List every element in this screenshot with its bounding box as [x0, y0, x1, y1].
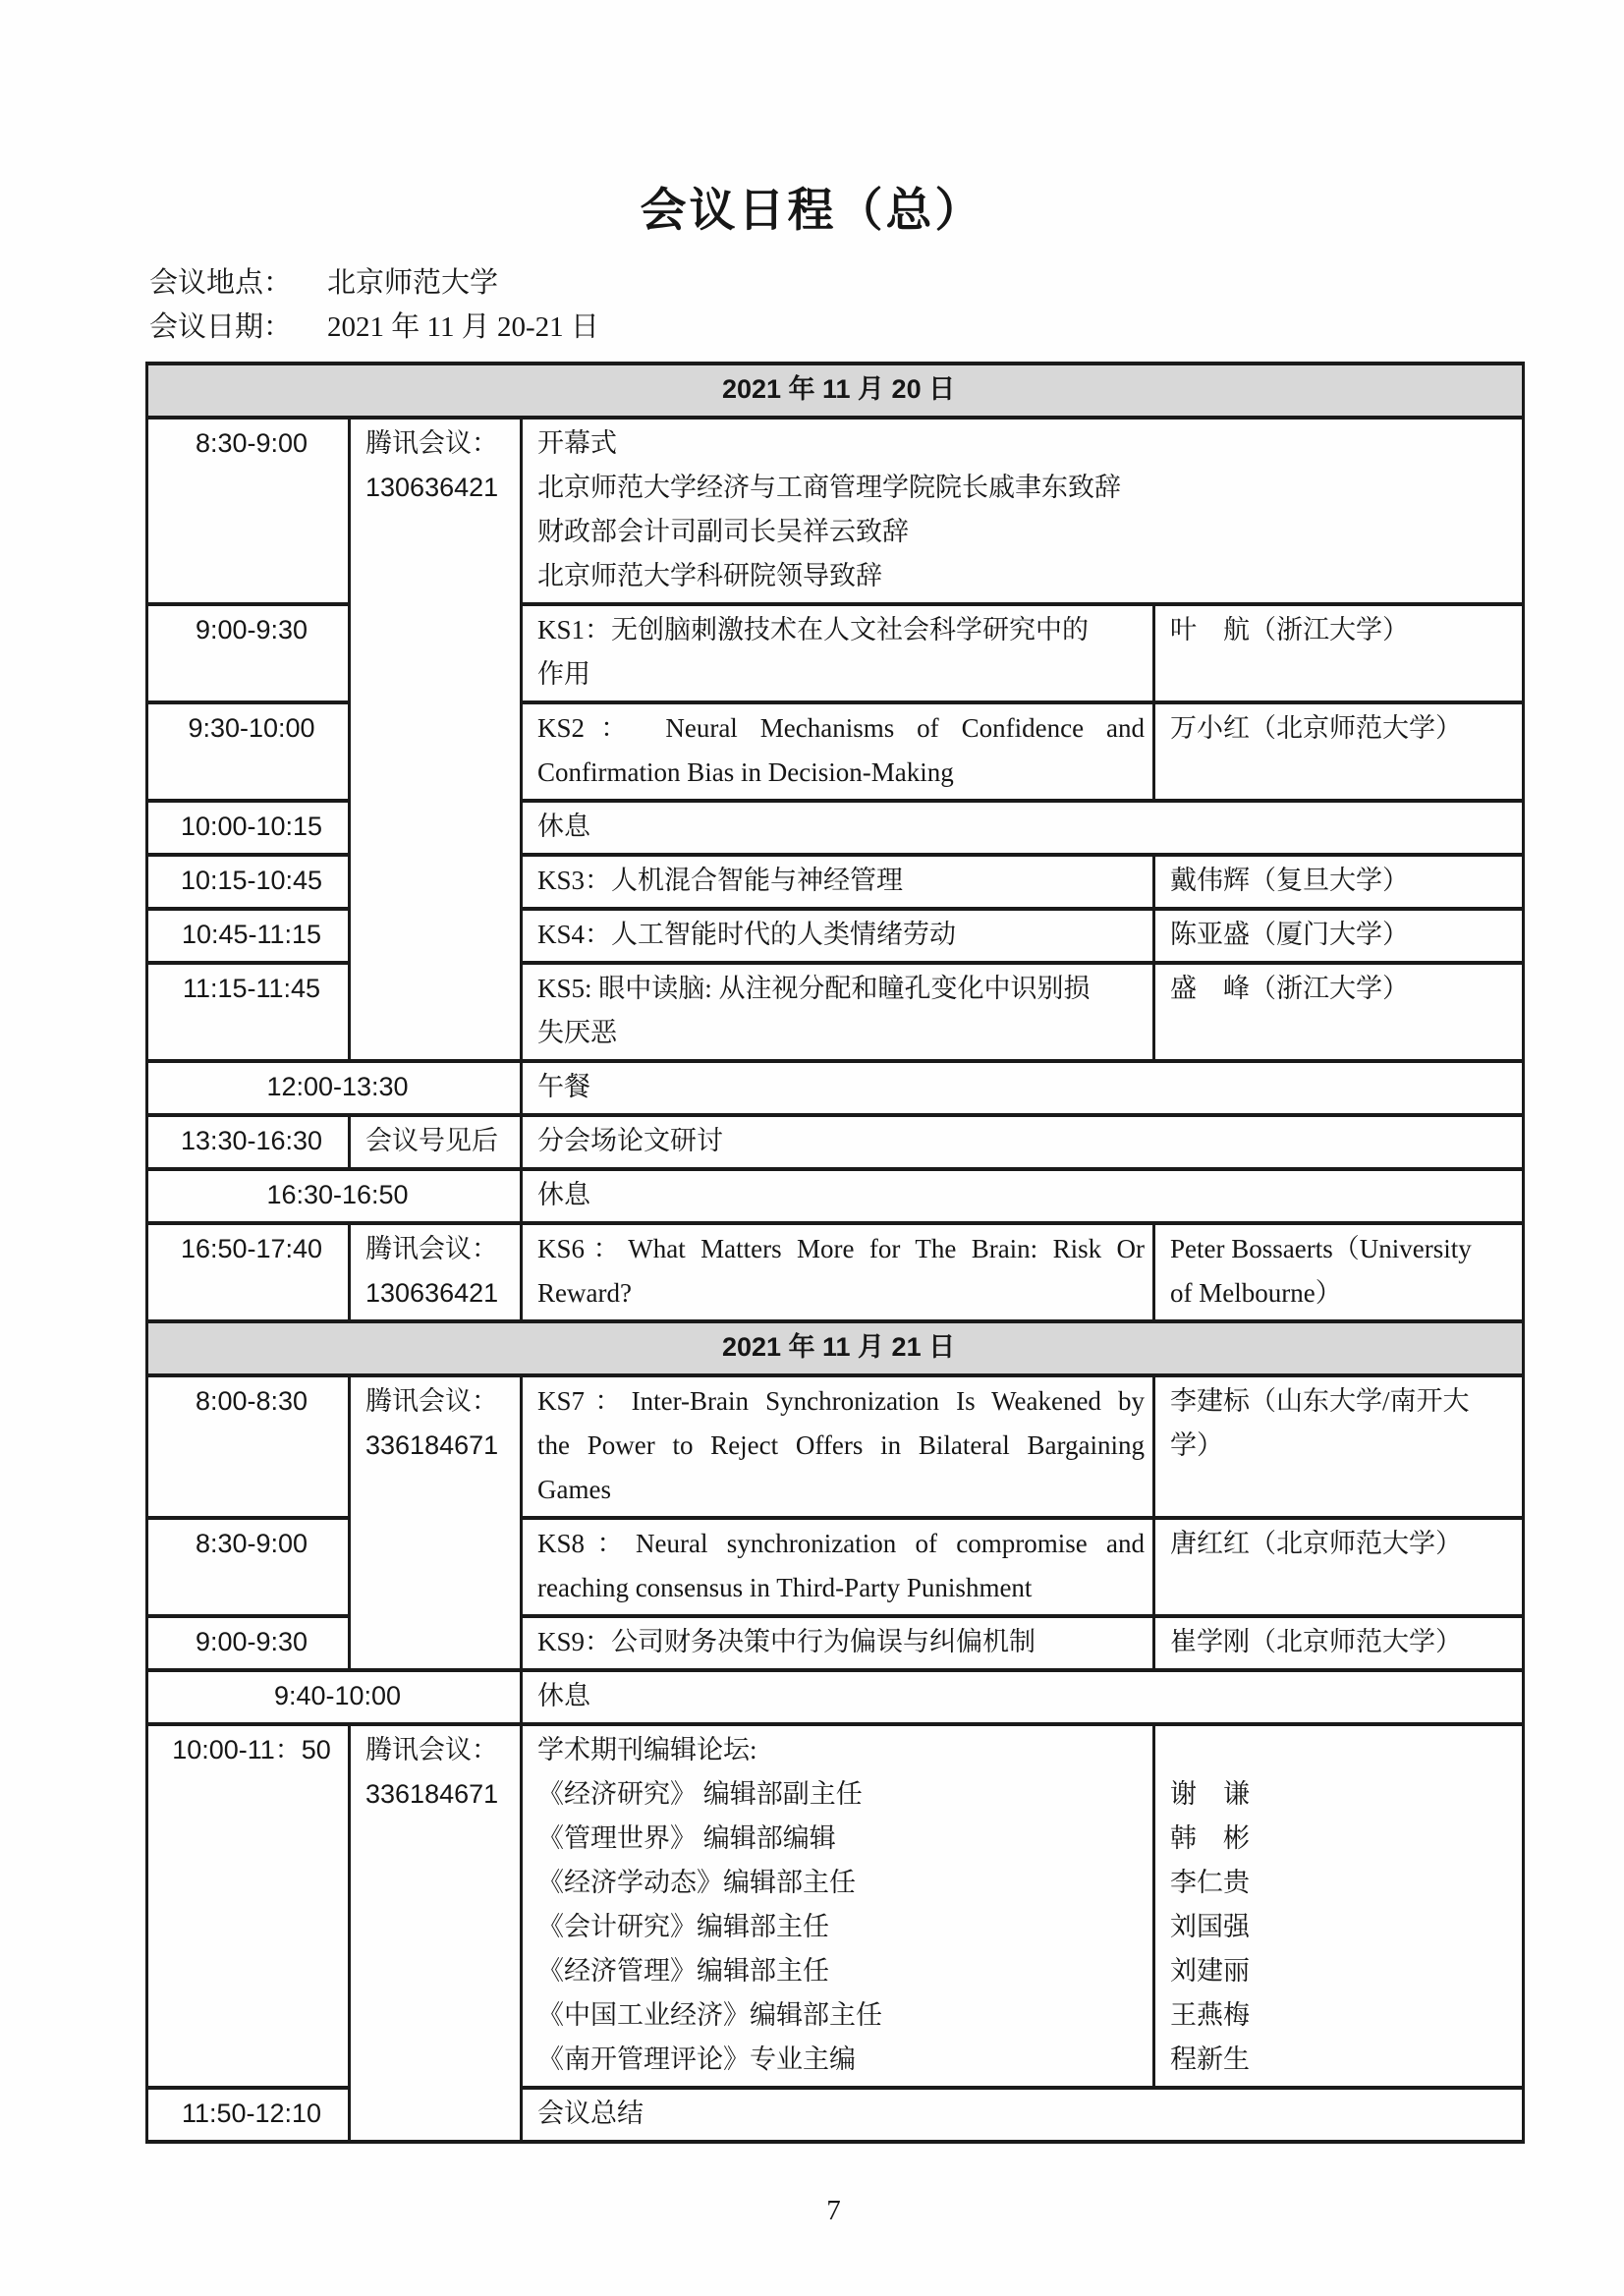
cell-line: KS2： Neural Mechanisms of Confidence and	[537, 713, 1145, 743]
time-cell: 16:50-17:40	[147, 1223, 350, 1321]
cell-line: KS8：Neural synchronization of compromise and	[537, 1529, 1145, 1558]
cell-line: 腾讯会议：	[365, 428, 498, 458]
cell-line: 开幕式	[537, 428, 617, 458]
tencent-cell	[350, 1375, 522, 1670]
meta-value: 2021 年 11 月 20-21 日	[327, 311, 599, 343]
date-header-row	[147, 1321, 1524, 1375]
cell-line: 盛 峰（浙江大学）	[1170, 974, 1409, 1003]
cell-line: 336184671	[365, 1779, 499, 1809]
table-row	[147, 1169, 1524, 1223]
cell-line: reaching consensus in Third-Party Punishment	[537, 1573, 1033, 1602]
table-row	[147, 1115, 1524, 1169]
date-header-row	[147, 364, 1524, 418]
table-row	[147, 1375, 1524, 1518]
cell-line: 谢 谦	[1170, 1779, 1250, 1809]
page-number: 7	[826, 2195, 841, 2226]
content-cell	[522, 1169, 1524, 1223]
time-cell: 10:00-11：50	[147, 1724, 350, 2088]
meta-line-date	[149, 306, 1624, 350]
meta-block	[149, 261, 1624, 350]
content-cell	[522, 1616, 1154, 1670]
cell-line: 午餐	[537, 1072, 590, 1101]
time-cell: 9:00-9:30	[147, 1616, 350, 1670]
cell-line: 王燕梅	[1170, 2000, 1250, 2030]
speaker-cell	[1154, 1223, 1524, 1321]
cell-line: 学）	[1170, 1430, 1223, 1460]
speaker-cell	[1154, 909, 1524, 963]
page-title: 会议日程（总）	[640, 186, 984, 237]
time-cell: 12:00-13:30	[147, 1061, 522, 1115]
cell-line: 130636421	[365, 1278, 499, 1308]
time-cell: 9:30-10:00	[147, 702, 350, 801]
cell-line: KS3：人机混合智能与神经管理	[537, 866, 904, 895]
cell-line: 戴伟辉（复旦大学）	[1170, 866, 1409, 895]
content-cell	[522, 1724, 1154, 2088]
time-cell: 9:40-10:00	[147, 1670, 522, 1724]
cell-line: 作用	[537, 659, 590, 689]
cell-line: the Power to Reject Offers in Bilateral Bargaining	[537, 1430, 1145, 1460]
table-row	[147, 1670, 1524, 1724]
cell-line: 《经济学动态》编辑部主任	[537, 1868, 856, 1897]
table-row	[147, 418, 1524, 604]
time-cell: 8:00-8:30	[147, 1375, 350, 1518]
cell-line: Confirmation Bias in Decision-Making	[537, 757, 954, 787]
speaker-cell	[1154, 963, 1524, 1061]
cell-line: Peter Bossaerts（University	[1170, 1234, 1472, 1263]
content-cell	[522, 1223, 1154, 1321]
table-row	[147, 1223, 1524, 1321]
content-cell	[522, 1518, 1154, 1616]
content-cell	[522, 1061, 1524, 1115]
cell-line: 刘建丽	[1170, 1956, 1250, 1986]
time-cell: 8:30-9:00	[147, 418, 350, 604]
cell-line: 李仁贵	[1170, 1868, 1250, 1897]
time-cell: 10:45-11:15	[147, 909, 350, 963]
cell-line: 腾讯会议：	[365, 1386, 498, 1416]
schedule-body	[147, 364, 1524, 2142]
speaker-cell	[1154, 855, 1524, 909]
cell-line: KS4：人工智能时代的人类情绪劳动	[537, 920, 957, 949]
cell-line: 《经济研究》 编辑部副主任	[537, 1779, 863, 1809]
cell-line: 韩 彬	[1170, 1823, 1250, 1853]
cell-line: 336184671	[365, 1430, 499, 1460]
cell-line: 《南开管理评论》专业主编	[537, 2044, 856, 2074]
cell-line: 分会场论文研讨	[537, 1126, 723, 1155]
content-cell	[522, 855, 1154, 909]
meta-label: 会议日期：	[149, 311, 293, 343]
cell-line: 陈亚盛（厦门大学）	[1170, 920, 1409, 949]
cell-line: 程新生	[1170, 2044, 1250, 2074]
content-cell	[522, 801, 1524, 855]
cell-line	[1170, 1728, 1514, 1772]
content-cell	[522, 418, 1524, 604]
cell-line: 会议号见后	[365, 1126, 498, 1155]
content-cell	[522, 909, 1154, 963]
time-cell: 11:50-12:10	[147, 2088, 350, 2142]
time-cell: 9:00-9:30	[147, 604, 350, 702]
cell-line: 北京师范大学科研院领导致辞	[537, 561, 882, 590]
cell-line: 休息	[537, 1180, 590, 1209]
speaker-cell	[1154, 1724, 1524, 2088]
cell-line: 学术期刊编辑论坛:	[537, 1735, 757, 1764]
tencent-cell	[350, 1223, 522, 1321]
speaker-cell	[1154, 604, 1524, 702]
tencent-cell	[350, 418, 522, 1061]
time-cell: 11:15-11:45	[147, 963, 350, 1061]
content-cell	[522, 702, 1154, 801]
cell-line: KS7：Inter-Brain Synchronization Is Weakened by	[537, 1386, 1145, 1416]
content-cell	[522, 1670, 1524, 1724]
time-cell: 16:30-16:50	[147, 1169, 522, 1223]
cell-line: 财政部会计司副司长吴祥云致辞	[537, 517, 909, 546]
cell-line: 失厌恶	[537, 1018, 617, 1047]
speaker-cell	[1154, 1616, 1524, 1670]
time-cell: 10:15-10:45	[147, 855, 350, 909]
cell-line: 腾讯会议：	[365, 1234, 498, 1263]
cell-line: 会议总结	[537, 2099, 644, 2128]
cell-line: 《经济管理》编辑部主任	[537, 1956, 829, 1986]
cell-line: 休息	[537, 1681, 590, 1710]
cell-line: KS6：What Matters More for The Brain: Risk Or	[537, 1234, 1145, 1263]
cell-line: 《管理世界》 编辑部编辑	[537, 1823, 836, 1853]
cell-line: 休息	[537, 812, 590, 841]
content-cell	[522, 604, 1154, 702]
cell-line: of Melbourne）	[1170, 1278, 1342, 1308]
meta-line-location	[149, 261, 1624, 306]
content-cell	[522, 1115, 1524, 1169]
cell-line: KS5: 眼中读脑: 从注视分配和瞳孔变化中识别损	[537, 974, 1091, 1003]
tencent-cell	[350, 1115, 522, 1169]
time-cell: 8:30-9:00	[147, 1518, 350, 1616]
cell-line: Reward?	[537, 1278, 632, 1308]
speaker-cell	[1154, 1518, 1524, 1616]
cell-line: 腾讯会议：	[365, 1735, 498, 1764]
time-cell: 13:30-16:30	[147, 1115, 350, 1169]
cell-line: 叶 航（浙江大学）	[1170, 615, 1409, 644]
cell-line: 《中国工业经济》编辑部主任	[537, 2000, 882, 2030]
date-header: 2021 年 11 月 20 日	[147, 364, 1524, 418]
cell-line: 北京师范大学经济与工商管理学院院长戚聿东致辞	[537, 473, 1121, 502]
meta-value: 北京师范大学	[327, 267, 499, 299]
cell-line: 《会计研究》编辑部主任	[537, 1912, 829, 1941]
content-cell	[522, 1375, 1154, 1518]
content-cell	[522, 2088, 1524, 2142]
schedule-table	[145, 362, 1525, 2144]
speaker-cell	[1154, 702, 1524, 801]
cell-line: 崔学刚（北京师范大学）	[1170, 1627, 1462, 1656]
cell-line: KS9：公司财务决策中行为偏误与纠偏机制	[537, 1627, 1036, 1656]
cell-line: KS1：无创脑刺激技术在人文社会科学研究中的	[537, 615, 1090, 644]
date-header: 2021 年 11 月 21 日	[147, 1321, 1524, 1375]
tencent-cell	[350, 1724, 522, 2142]
time-cell: 10:00-10:15	[147, 801, 350, 855]
meta-label: 会议地点：	[149, 267, 293, 299]
cell-line: 唐红红（北京师范大学）	[1170, 1529, 1462, 1558]
cell-line: 万小红（北京师范大学）	[1170, 713, 1462, 743]
table-row	[147, 1724, 1524, 2088]
speaker-cell	[1154, 1375, 1524, 1518]
cell-line: 刘国强	[1170, 1912, 1250, 1941]
table-row	[147, 1061, 1524, 1115]
cell-line: 李建标（山东大学/南开大	[1170, 1386, 1470, 1416]
content-cell	[522, 963, 1154, 1061]
cell-line: Games	[537, 1475, 611, 1504]
cell-line: 130636421	[365, 473, 499, 502]
